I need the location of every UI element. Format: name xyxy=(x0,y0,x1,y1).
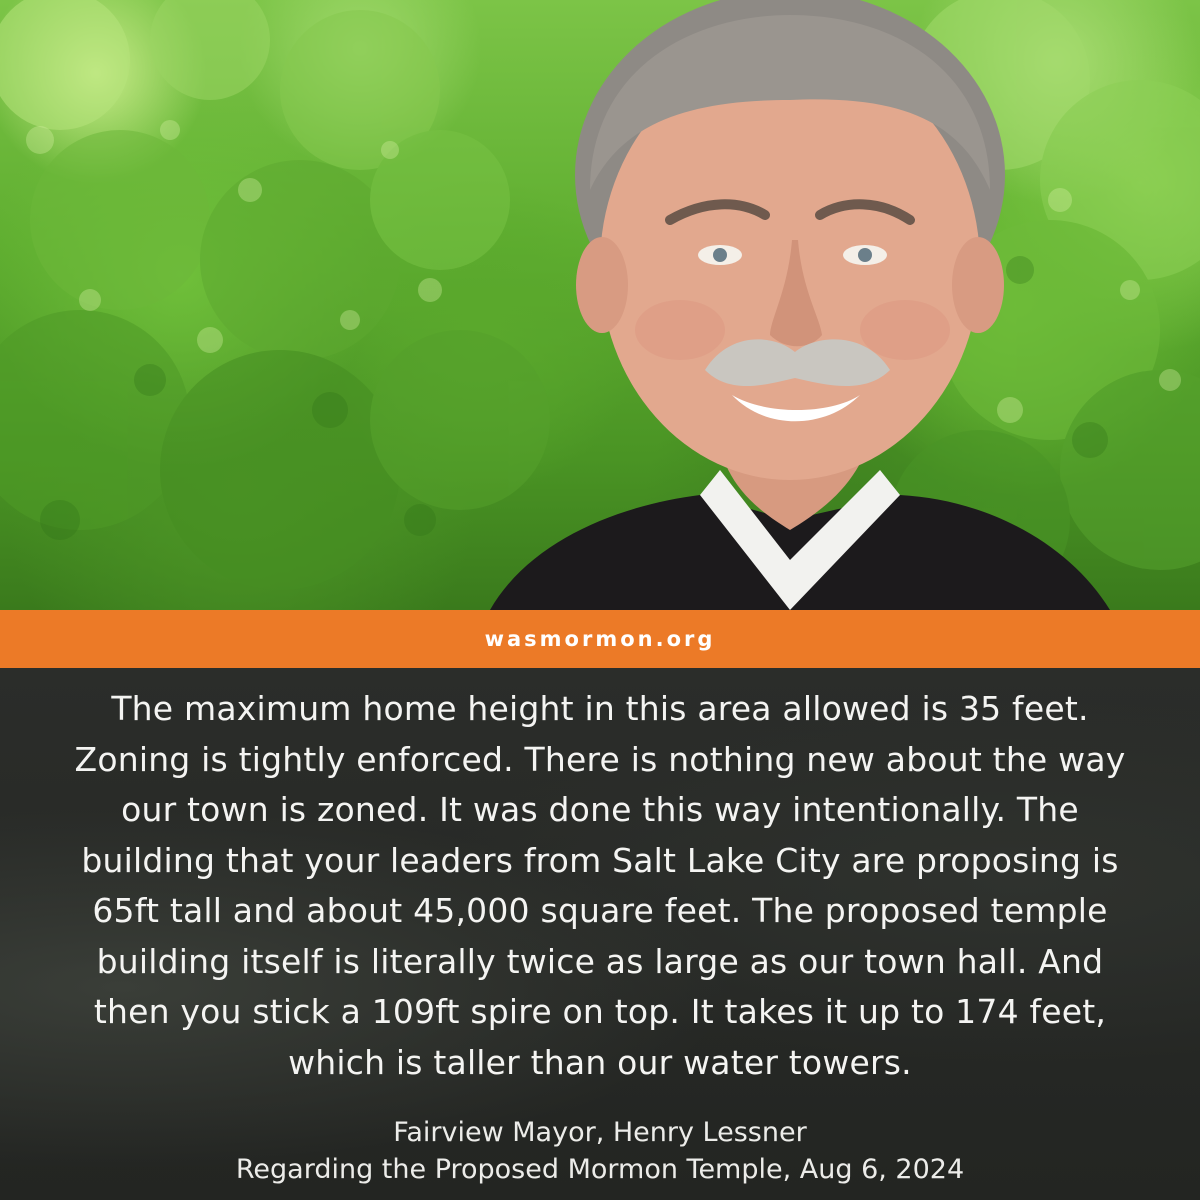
quote-panel xyxy=(0,668,1200,1200)
portrait-photo xyxy=(470,0,1110,610)
attribution-context: Regarding the Proposed Mormon Temple, Aug 6, 2024 xyxy=(235,1154,965,1185)
site-banner xyxy=(0,610,1200,668)
site-url-label: wasmormon.org xyxy=(484,627,716,651)
quote-text: The maximum home height in this area allowed is 35 feet. Zoning is tightly enforced. There is nothing new about the way our town is zoned. It was done this way intentionally. The building that your leaders from Salt Lake City are proposing is 65ft tall and about 45,000 square feet. The proposed temple building itself is literally twice as large as our town hall. And then you stick a 109ft spire on top. It takes it up to 174 feet, which is taller than our water towers. xyxy=(74,689,1126,1082)
quote-attribution xyxy=(60,1114,1140,1188)
attribution-speaker: Fairview Mayor, Henry Lessner xyxy=(393,1117,807,1148)
